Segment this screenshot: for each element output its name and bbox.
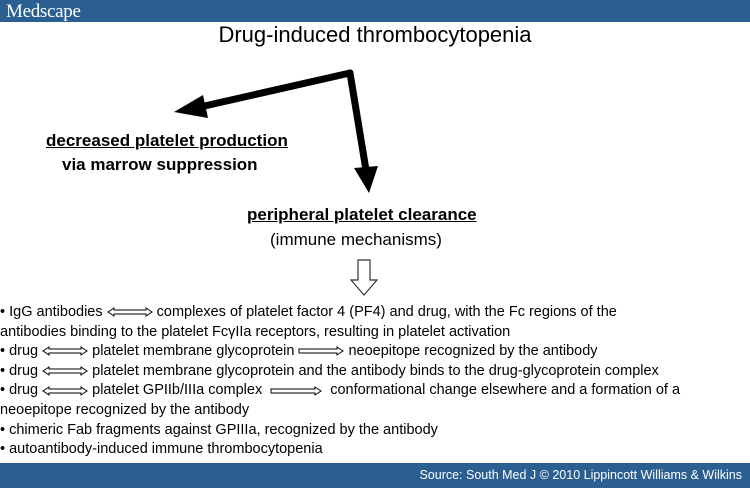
- clearance-arrowhead: [354, 166, 378, 193]
- mechanism-text: platelet GPIIb/IIIa complex: [92, 382, 263, 399]
- footer-bar: [0, 463, 750, 488]
- production-arrowhead: [174, 95, 208, 118]
- mechanism-text: • autoantibody-induced immune thrombocytopenia: [0, 441, 323, 458]
- mechanism-line: [0, 342, 750, 362]
- mechanism-line: [0, 362, 750, 382]
- hollow-down-arrow: [351, 260, 377, 295]
- mechanism-text: neoepitope recognized by the antibody: [0, 401, 250, 418]
- mechanism-text: • drug: [0, 362, 39, 379]
- production-arrow: [200, 73, 350, 107]
- mechanism-list: [0, 303, 750, 460]
- right-arrow-icon: [298, 346, 344, 356]
- mechanism-text: platelet membrane glycoprotein: [92, 343, 295, 360]
- mechanism-text: conformational change elsewhere and a formation of a: [330, 382, 681, 399]
- mechanism-text: • drug: [0, 343, 39, 360]
- mechanism-line: [0, 303, 750, 323]
- branch-clearance-subtitle: (immune mechanisms): [270, 230, 442, 249]
- right-arrow-icon: [270, 386, 322, 396]
- mechanism-text: complexes of platelet factor 4 (PF4) and drug, with the Fc regions of the: [156, 304, 617, 320]
- mechanism-text: neoepitope recognized by the antibody: [348, 343, 598, 360]
- branch-clearance-title: peripheral platelet clearance: [247, 205, 477, 224]
- diagram-title: Drug-induced thrombocytopenia: [218, 22, 532, 47]
- mechanism-line: [0, 440, 750, 460]
- mechanism-line: [0, 323, 750, 343]
- mechanism-text: • IgG antibodies: [0, 304, 103, 320]
- double-arrow-icon: [42, 386, 88, 396]
- double-arrow-icon: [107, 307, 153, 317]
- mechanism-line: [0, 401, 750, 421]
- mechanism-text: antibodies binding to the platelet FcγIIa receptors, resulting in platelet activation: [0, 323, 511, 340]
- double-arrow-icon: [42, 366, 88, 376]
- double-arrow-icon: [42, 346, 88, 356]
- medscape-logo[interactable]: Medscape: [6, 1, 81, 22]
- mechanism-text: • drug: [0, 382, 39, 399]
- branch-production-subtitle: via marrow suppression: [62, 155, 258, 174]
- mechanism-line: [0, 381, 750, 401]
- clearance-arrow: [350, 73, 366, 170]
- mechanism-line: [0, 421, 750, 441]
- branch-production-title: decreased platelet production: [46, 131, 288, 150]
- mechanism-text: platelet membrane glycoprotein and the antibody binds to the drug-glycoprotein complex: [92, 362, 659, 379]
- source-credit: Source: South Med J © 2010 Lippincott Williams & Wilkins: [419, 468, 742, 482]
- mechanism-text: • chimeric Fab fragments against GPIIIa, recognized by the antibody: [0, 421, 438, 438]
